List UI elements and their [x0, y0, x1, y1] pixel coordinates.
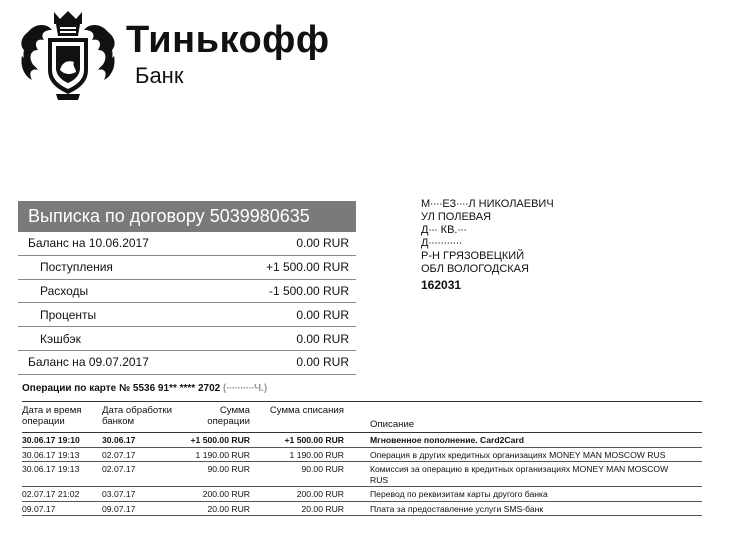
header-description: Описание	[370, 419, 415, 430]
header-debit-amount: Сумма списания	[269, 405, 344, 416]
proc-date: 09.07.17	[102, 503, 136, 514]
op-date: 30.06.17 19:13	[22, 449, 80, 460]
op-amount: 20.00 RUR	[207, 503, 250, 514]
table-header	[22, 401, 702, 433]
address-line: Д∙∙∙∙∙∙∙∙∙∙∙	[421, 237, 463, 249]
description: Операция в других кредитных организациях MONEY MAN MOSCOW RUS	[370, 449, 666, 460]
summary-row-interest	[18, 303, 356, 327]
table-row	[22, 448, 702, 463]
statement-title-label: Выписка по договору	[28, 206, 205, 226]
summary-row-expenses	[18, 280, 356, 304]
address-line: УЛ ПОЛЕВАЯ	[421, 211, 492, 223]
debit-amount: 1 190.00 RUR	[289, 449, 344, 460]
debit-amount: 90.00 RUR	[301, 464, 344, 474]
op-date: 30.06.17 19:10	[22, 435, 80, 445]
op-amount: 90.00 RUR	[207, 464, 250, 474]
debit-amount: +1 500.00 RUR	[284, 435, 344, 445]
summary-value: 0.00 RUR	[296, 236, 349, 251]
table-row	[22, 502, 702, 517]
table-row	[22, 487, 702, 502]
header-op-amount: Сумма операции	[207, 405, 250, 427]
operations-title	[22, 383, 267, 394]
recipient-address	[421, 198, 554, 292]
summary-label: Поступления	[40, 260, 113, 275]
summary-row-income	[18, 256, 356, 280]
op-amount: +1 500.00 RUR	[190, 435, 250, 445]
balance-summary	[18, 232, 356, 375]
table-row	[22, 433, 702, 448]
summary-date: 09.07.2017	[88, 355, 149, 370]
address-line: Д∙∙∙ КВ.∙∙∙	[421, 224, 467, 236]
header-proc-date: Дата обработки банком	[102, 405, 172, 427]
summary-value: 0.00 RUR	[296, 307, 349, 322]
tinkoff-emblem-icon	[18, 10, 118, 102]
summary-value: +1 500.00 RUR	[265, 260, 349, 275]
summary-label: Баланс на	[28, 355, 86, 370]
card-number: 5536 91** **** 2702	[132, 383, 221, 394]
postal-code: 162031	[421, 278, 462, 292]
summary-row-closing-balance	[18, 351, 356, 375]
op-amount: 200.00 RUR	[202, 489, 250, 499]
card-holder-masked: (∙∙∙∙∙∙∙∙∙∙Ч.)	[223, 383, 268, 394]
proc-date: 30.06.17	[102, 435, 136, 445]
summary-value: -1 500.00 RUR	[268, 283, 349, 298]
summary-label: Расходы	[40, 283, 89, 298]
description: Мгновенное пополнение. Card2Card	[370, 435, 524, 445]
header-op-date: Дата и время операции	[22, 405, 82, 427]
summary-row-cashback	[18, 327, 356, 351]
contract-number: 5039980635	[209, 206, 310, 226]
summary-value: 0.00 RUR	[296, 355, 349, 370]
summary-row-opening-balance	[18, 232, 356, 256]
summary-value: 0.00 RUR	[296, 331, 349, 346]
address-line: ОБЛ ВОЛОГОДСКАЯ	[421, 263, 529, 275]
summary-label: Кэшбэк	[40, 331, 81, 346]
brand-subtitle: Банк	[135, 63, 184, 88]
table-row	[22, 462, 702, 487]
proc-date: 03.07.17	[102, 489, 136, 499]
description: Комиссия за операцию в кредитных организациях MONEY MAN MOSCOW RUS	[370, 464, 669, 485]
proc-date: 02.07.17	[102, 449, 136, 460]
operations-table	[22, 401, 702, 516]
op-date: 09.07.17	[22, 503, 56, 514]
debit-amount: 200.00 RUR	[296, 489, 344, 499]
op-date: 02.07.17 21:02	[22, 489, 80, 499]
summary-label: Баланс на	[28, 236, 86, 251]
op-date: 30.06.17 19:13	[22, 464, 80, 474]
address-line: Р-Н ГРЯЗОВЕЦКИЙ	[421, 250, 525, 262]
description: Перевод по реквизитам карты другого банка	[370, 489, 548, 499]
proc-date: 02.07.17	[102, 464, 136, 474]
description: Плата за предоставление услуги SMS-банк	[370, 503, 544, 514]
debit-amount: 20.00 RUR	[301, 503, 344, 514]
operations-title-prefix: Операции по карте №	[22, 383, 131, 394]
summary-date: 10.06.2017	[88, 236, 149, 251]
address-line: М∙∙∙∙ЕЗ∙∙∙∙Л НИКОЛАЕВИЧ	[421, 198, 554, 210]
statement-title	[18, 201, 356, 232]
op-amount: 1 190.00 RUR	[195, 449, 250, 460]
summary-label: Проценты	[40, 307, 97, 322]
brand-name: Тинькофф	[126, 19, 330, 61]
